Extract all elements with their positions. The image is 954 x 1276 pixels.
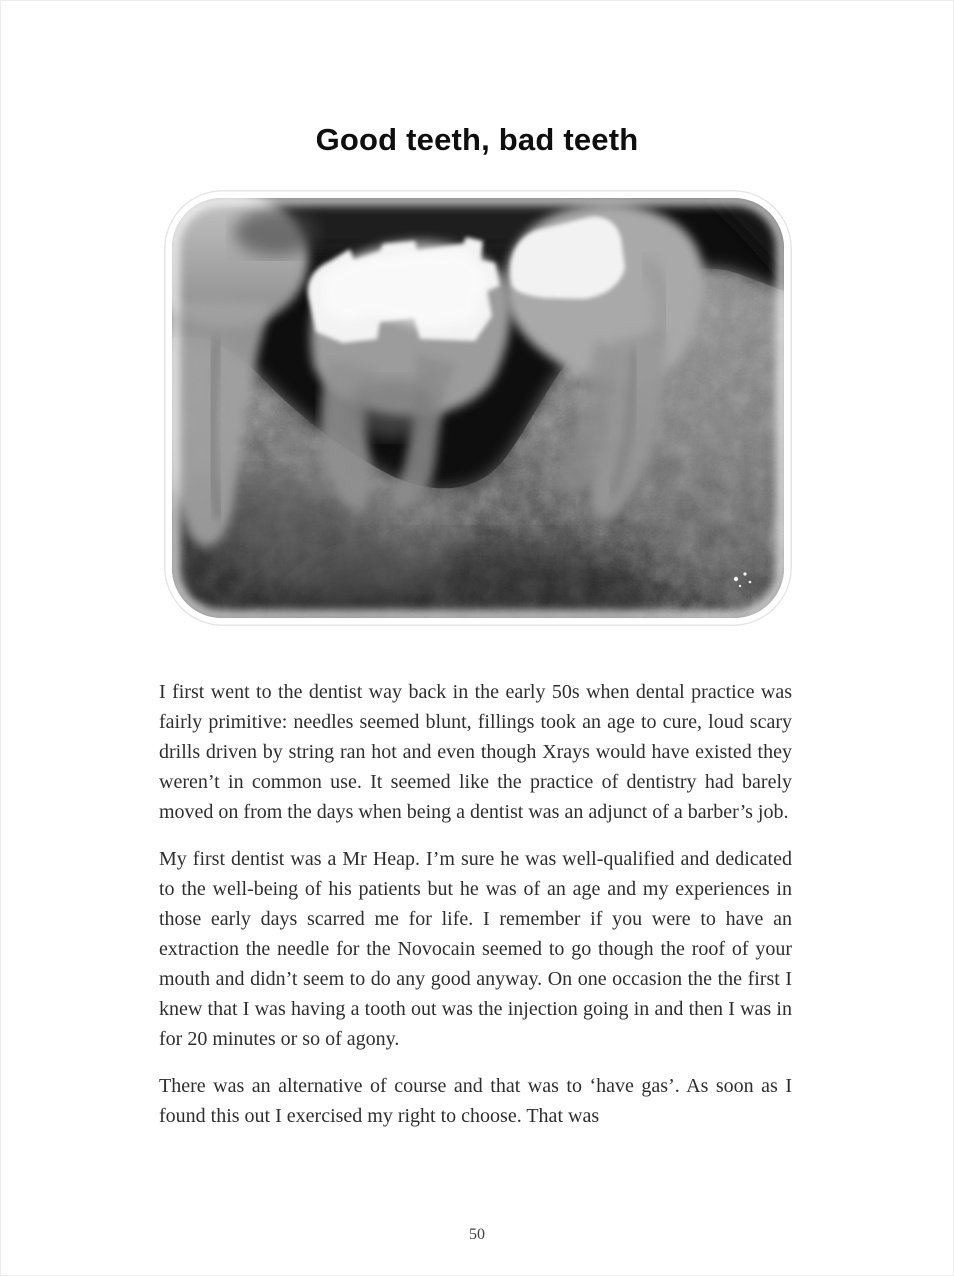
- paragraph-1: I first went to the dentist way back in the early 50s when dental practice was fairly primitive: needles seemed blunt, fillings took an age to cure, loud scary drills driven by string ran hot and even though Xrays would have existed they weren’t in common use. It seemed like the practice of dentistry had barely moved on from the days when being a dentist was an adjunct of a barber’s job.: [159, 681, 792, 823]
- page-number: 50: [469, 1226, 485, 1243]
- paragraph-2: My first dentist was a Mr Heap. I’m sure he was well-qualified and dedicated to the well-being of his patients but he was of an age and my experiences in those early days scarred me for life. I remember if you were to have an extraction the needle for the Novocain seemed to go though the roof of your mouth and didn’t seem to do any good anyway. On one occasion the the first I knew that I was having a tooth out was the injection going in and then I was in for 20 minutes or so of agony.: [159, 848, 792, 1050]
- dental-xray-figure: [164, 190, 792, 626]
- xray-exposure: [164, 190, 792, 626]
- body-text: [159, 677, 792, 1131]
- page-title: Good teeth, bad teeth: [315, 122, 639, 157]
- dental-xray-image: [164, 190, 792, 626]
- paragraph-3: There was an alternative of course and that was to ‘have gas’. As soon as I found this out I exercised my right to choose. That was: [159, 1075, 792, 1127]
